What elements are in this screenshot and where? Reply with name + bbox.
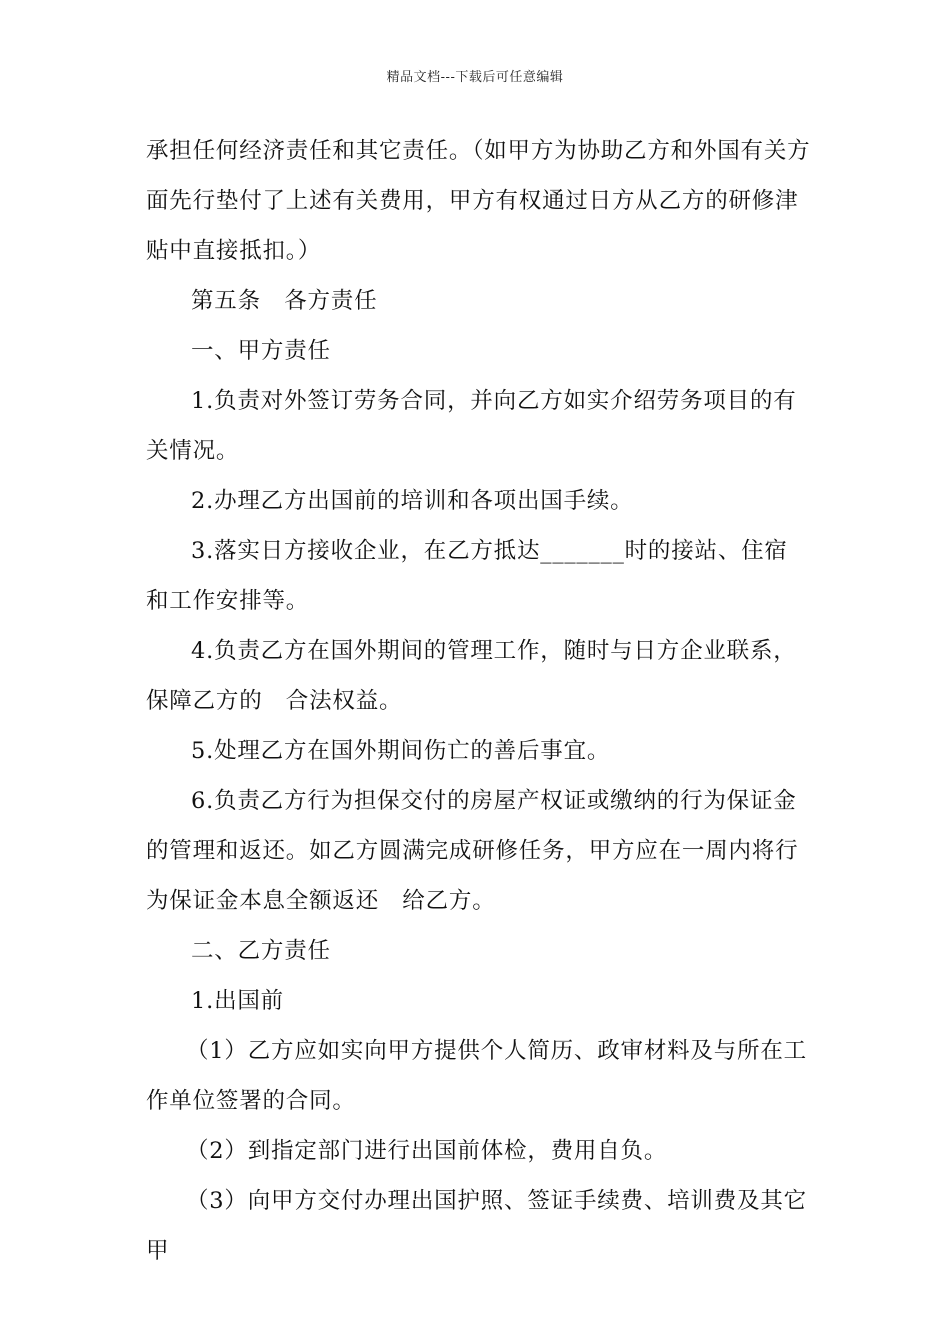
party-a-item-2: 2.办理乙方出国前的培训和各项出国手续。 (191, 488, 634, 514)
party-a-item-1: 1.负责对外签订劳务合同，并向乙方如实介绍劳务项目的有关情况。 (146, 388, 797, 464)
document-body (146, 126, 811, 1276)
article-five-heading: 第五条 各方责任 (191, 288, 378, 314)
page-header: 精品文档---下载后可任意编辑 (386, 70, 564, 85)
party-b-item-1: （1）乙方应如实向甲方提供个人简历、政审材料及与所在工作单位签署的合同。 (146, 1038, 807, 1114)
party-a-item-4: 4.负责乙方在国外期间的管理工作，随时与日方企业联系，保障乙方的 合法权益。 (146, 638, 797, 714)
section-party-b-heading: 二、乙方责任 (191, 938, 331, 964)
party-a-item-3: 3.落实日方接收企业，在乙方抵达_______时的接站、住宿和工作安排等。 (146, 538, 788, 614)
paragraph-continuation: 承担任何经济责任和其它责任。（如甲方为协助乙方和外国有关方面先行垫付了上述有关费用，甲方有权通过日方从乙方的研修津贴中直接抵扣。） (146, 138, 811, 264)
party-b-item-2: （2）到指定部门进行出国前体检，费用自负。 (186, 1138, 668, 1164)
party-a-item-6: 6.负责乙方行为担保交付的房屋产权证或缴纳的行为保证金的管理和返还。如乙方圆满完成研修任务，甲方应在一周内将行为保证金本息全额返还 给乙方。 (146, 788, 799, 914)
section-party-a-heading: 一、甲方责任 (191, 338, 331, 364)
party-a-item-5: 5.处理乙方在国外期间伤亡的善后事宜。 (191, 738, 611, 764)
party-b-item-3: （3）向甲方交付办理出国护照、签证手续费、培训费及其它甲 (146, 1188, 807, 1264)
party-b-subheading-before-departure: 1.出国前 (191, 988, 284, 1014)
